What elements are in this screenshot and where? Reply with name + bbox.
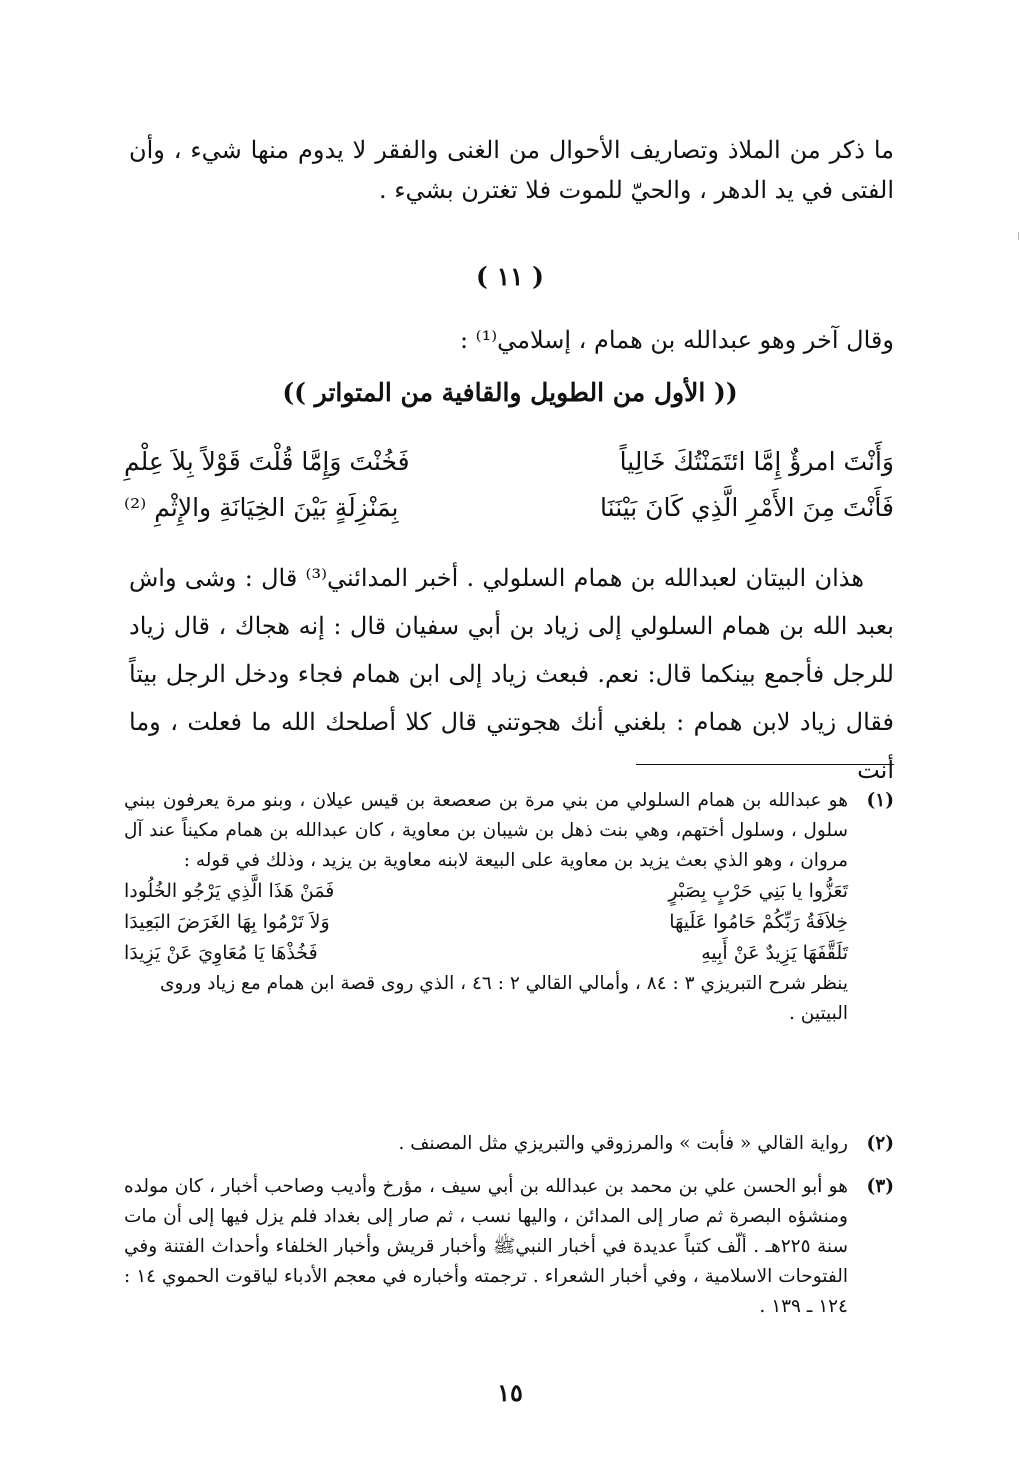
footnote-verse [124, 907, 848, 938]
paragraph-2-text: هذان البيتان لعبدالله بن همام السلولي . أخبر المدائني⁽³⁾ قال : وشى واش بعبد الله بن همام السلولي إلى زياد بن أبي سفيان قال : إنه هجاك ، قال زياد للرجل فأجمع بينكما قال: نعم. فبعث زياد إلى ابن همام فجاء ودخل الرجل بيتاً فقال زياد لابن همام : بلغني أنك هجوتني قال كلا أصلحك الله ما فعلت ، وما أنت [129, 564, 894, 784]
page-number: ١٥ [497, 1378, 523, 1407]
footnote-verse-first: تَلَقَّفَهَا يَزِيدٌ عَنْ أَبِيهِ [701, 942, 848, 964]
verse-1 [124, 438, 894, 484]
verse-1-first-hemistich: وَأَنْتَ امرؤٌ إِمَّا ائتَمَنْتُكَ خَالِياً [619, 446, 894, 476]
verse-1-second-hemistich: فَخُنْتَ وَإِمَّا قُلْتَ قَوْلاً بِلاَ عِلْمِ [124, 446, 410, 476]
footnote-1-reference: ينظر شرح التبريزي ٣ : ٨٤ ، وأمالي القالي ٢ : ٤٦ ، الذي روى قصة ابن همام مع زياد وروى البيتين . [160, 973, 848, 1024]
meter-heading: (( الأول من الطويل والقافية من المتواتر )) [282, 378, 738, 407]
footnote-verse-first: تَعَزُّوا يا بَنِي حَرْبٍ بِصَبْرٍ [668, 880, 848, 902]
footnote-verse-second: وَلاَ تَرْمُوا بِهَا الغَرَضَ البَعِيدَا [124, 911, 330, 933]
section-number: ( ١١ ) [476, 262, 544, 291]
footnote-3 [124, 1172, 894, 1322]
footnote-1-number: (١) [866, 790, 894, 811]
footnote-2 [124, 1129, 894, 1159]
footnote-3-number: (٣) [866, 1176, 894, 1197]
footnote-verse-second: فَمَنْ هَذَا الَّذِي يَرْجُو الخُلُودا [124, 880, 335, 902]
margin-mark [1018, 232, 1019, 240]
poem-intro: وقال آخر وهو عبدالله بن همام ، إسلامي⁽¹⁾ : [459, 326, 894, 354]
footnote-verse [124, 876, 848, 907]
paragraph-1: ما ذكر من الملاذ وتصاريف الأحوال من الغنى والفقر لا يدوم منها شيء ، وأن الفتى في يد الدهر ، والحيّ للموت فلا تغترن بشيء . [129, 136, 894, 204]
footnote-2-number: (٢) [866, 1133, 894, 1154]
verse-2-first-hemistich: فَأَنْتَ مِنَ الأَمْرِ الَّذِي كَانَ بَيْنَنَا [600, 492, 894, 522]
verse-2-second-hemistich: بِمَنْزِلَةٍ بَيْنَ الخِيَانَةِ والإِثْمِ ⁽²⁾ [124, 492, 399, 522]
footnote-1-text: هو عبدالله بن همام السلولي من بني مرة بن صعصعة بن قيس عيلان ، وبنو مرة يعرفون ببني سلول ، وسلول أختهم، وهي بنت ذهل بن شيبان بن معاوية ، كان عبدالله بن همام مكيناً عند آل مروان ، وهو الذي بعث يزيد بن معاوية على البيعة لابنه معاوية بن يزيد ، وذلك في قوله : [124, 790, 848, 871]
footnote-verse-second: فَخُذْهَا يَا مُعَاوِيَ عَنْ يَزِيدَا [124, 942, 318, 964]
footnote-1 [124, 786, 894, 1029]
footnote-3-text: هو أبو الحسن علي بن محمد بن عبدالله بن أبي سيف ، مؤرخ وأديب وصاحب أخبار ، كان مولده ومنشؤه البصرة ثم صار إلى المدائن ، واليها نسب ، ثم صار إلى بغداد فلم يزل فيها إلى أن مات سنة ٢٢٥هـ . ألّف كتباً عديدة في أخبار النبيﷺ وأخبار قريش وأخبار الخلفاء وأحداث الفتنة وفي الفتوحات الاسلامية ، وفي أخبار الشعراء . ترجمته وأخباره في معجم الأدباء لياقوت الحموي ١٤ : ١٢٤ ـ ١٣٩ . [124, 1176, 848, 1317]
footnote-2-text: رواية القالي « فأبت » والمرزوقي والتبريزي مثل المصنف . [398, 1133, 848, 1154]
paragraph-2 [129, 554, 894, 794]
footnote-verse-first: خِلاَفَةُ رَبِّكُمْ حَامُوا عَلَيهَا [669, 911, 848, 933]
verse-2 [124, 484, 894, 530]
footnote-separator [636, 764, 894, 765]
footnote-verse [124, 938, 848, 969]
